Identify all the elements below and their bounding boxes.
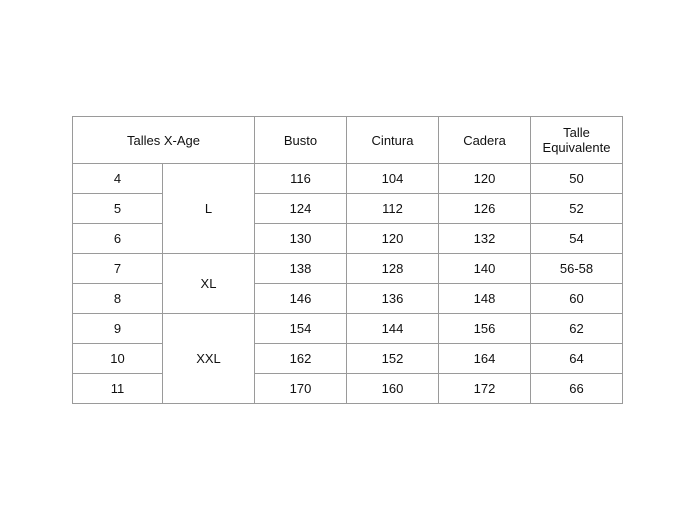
- cell-talle: 54: [531, 224, 623, 254]
- cell-num: 10: [73, 344, 163, 374]
- table-row: [73, 194, 623, 224]
- cell-num: 9: [73, 314, 163, 344]
- cell-cintura: 144: [347, 314, 439, 344]
- table-row: [73, 164, 623, 194]
- cell-cintura: 120: [347, 224, 439, 254]
- cell-talle: 60: [531, 284, 623, 314]
- cell-busto: 162: [255, 344, 347, 374]
- header-talle-line2: Equivalente: [542, 140, 611, 155]
- cell-size-group: XL: [163, 254, 255, 314]
- header-row: [73, 117, 623, 164]
- cell-num: 6: [73, 224, 163, 254]
- cell-talle: 56-58: [531, 254, 623, 284]
- table-row: [73, 314, 623, 344]
- cell-cintura: 128: [347, 254, 439, 284]
- cell-talle: 50: [531, 164, 623, 194]
- table-body: [73, 164, 623, 404]
- table-row: [73, 374, 623, 404]
- cell-cadera: 140: [439, 254, 531, 284]
- cell-talle: 62: [531, 314, 623, 344]
- cell-cadera: 120: [439, 164, 531, 194]
- cell-cintura: 160: [347, 374, 439, 404]
- cell-cadera: 156: [439, 314, 531, 344]
- header-talle-line1: Talle: [563, 125, 590, 140]
- cell-num: 4: [73, 164, 163, 194]
- cell-talle: 64: [531, 344, 623, 374]
- cell-size-group: XXL: [163, 314, 255, 404]
- header-talles-x-age: Talles X-Age: [73, 117, 255, 164]
- header-cintura: Cintura: [347, 117, 439, 164]
- cell-num: 11: [73, 374, 163, 404]
- cell-busto: 130: [255, 224, 347, 254]
- cell-size-group: L: [163, 164, 255, 254]
- cell-cadera: 126: [439, 194, 531, 224]
- cell-busto: 124: [255, 194, 347, 224]
- cell-busto: 170: [255, 374, 347, 404]
- cell-cintura: 104: [347, 164, 439, 194]
- cell-talle: 52: [531, 194, 623, 224]
- cell-cintura: 112: [347, 194, 439, 224]
- cell-num: 7: [73, 254, 163, 284]
- header-talle-equivalente: [531, 117, 623, 164]
- cell-busto: 138: [255, 254, 347, 284]
- cell-cadera: 164: [439, 344, 531, 374]
- size-chart-table: [72, 116, 623, 404]
- table-header: [73, 117, 623, 164]
- cell-num: 8: [73, 284, 163, 314]
- cell-num: 5: [73, 194, 163, 224]
- cell-busto: 154: [255, 314, 347, 344]
- cell-cintura: 152: [347, 344, 439, 374]
- header-cadera: Cadera: [439, 117, 531, 164]
- cell-cadera: 132: [439, 224, 531, 254]
- table-row: [73, 224, 623, 254]
- cell-busto: 116: [255, 164, 347, 194]
- table-row: [73, 284, 623, 314]
- header-busto: Busto: [255, 117, 347, 164]
- cell-talle: 66: [531, 374, 623, 404]
- cell-cadera: 148: [439, 284, 531, 314]
- cell-busto: 146: [255, 284, 347, 314]
- table-row: [73, 344, 623, 374]
- table-row: [73, 254, 623, 284]
- cell-cadera: 172: [439, 374, 531, 404]
- cell-cintura: 136: [347, 284, 439, 314]
